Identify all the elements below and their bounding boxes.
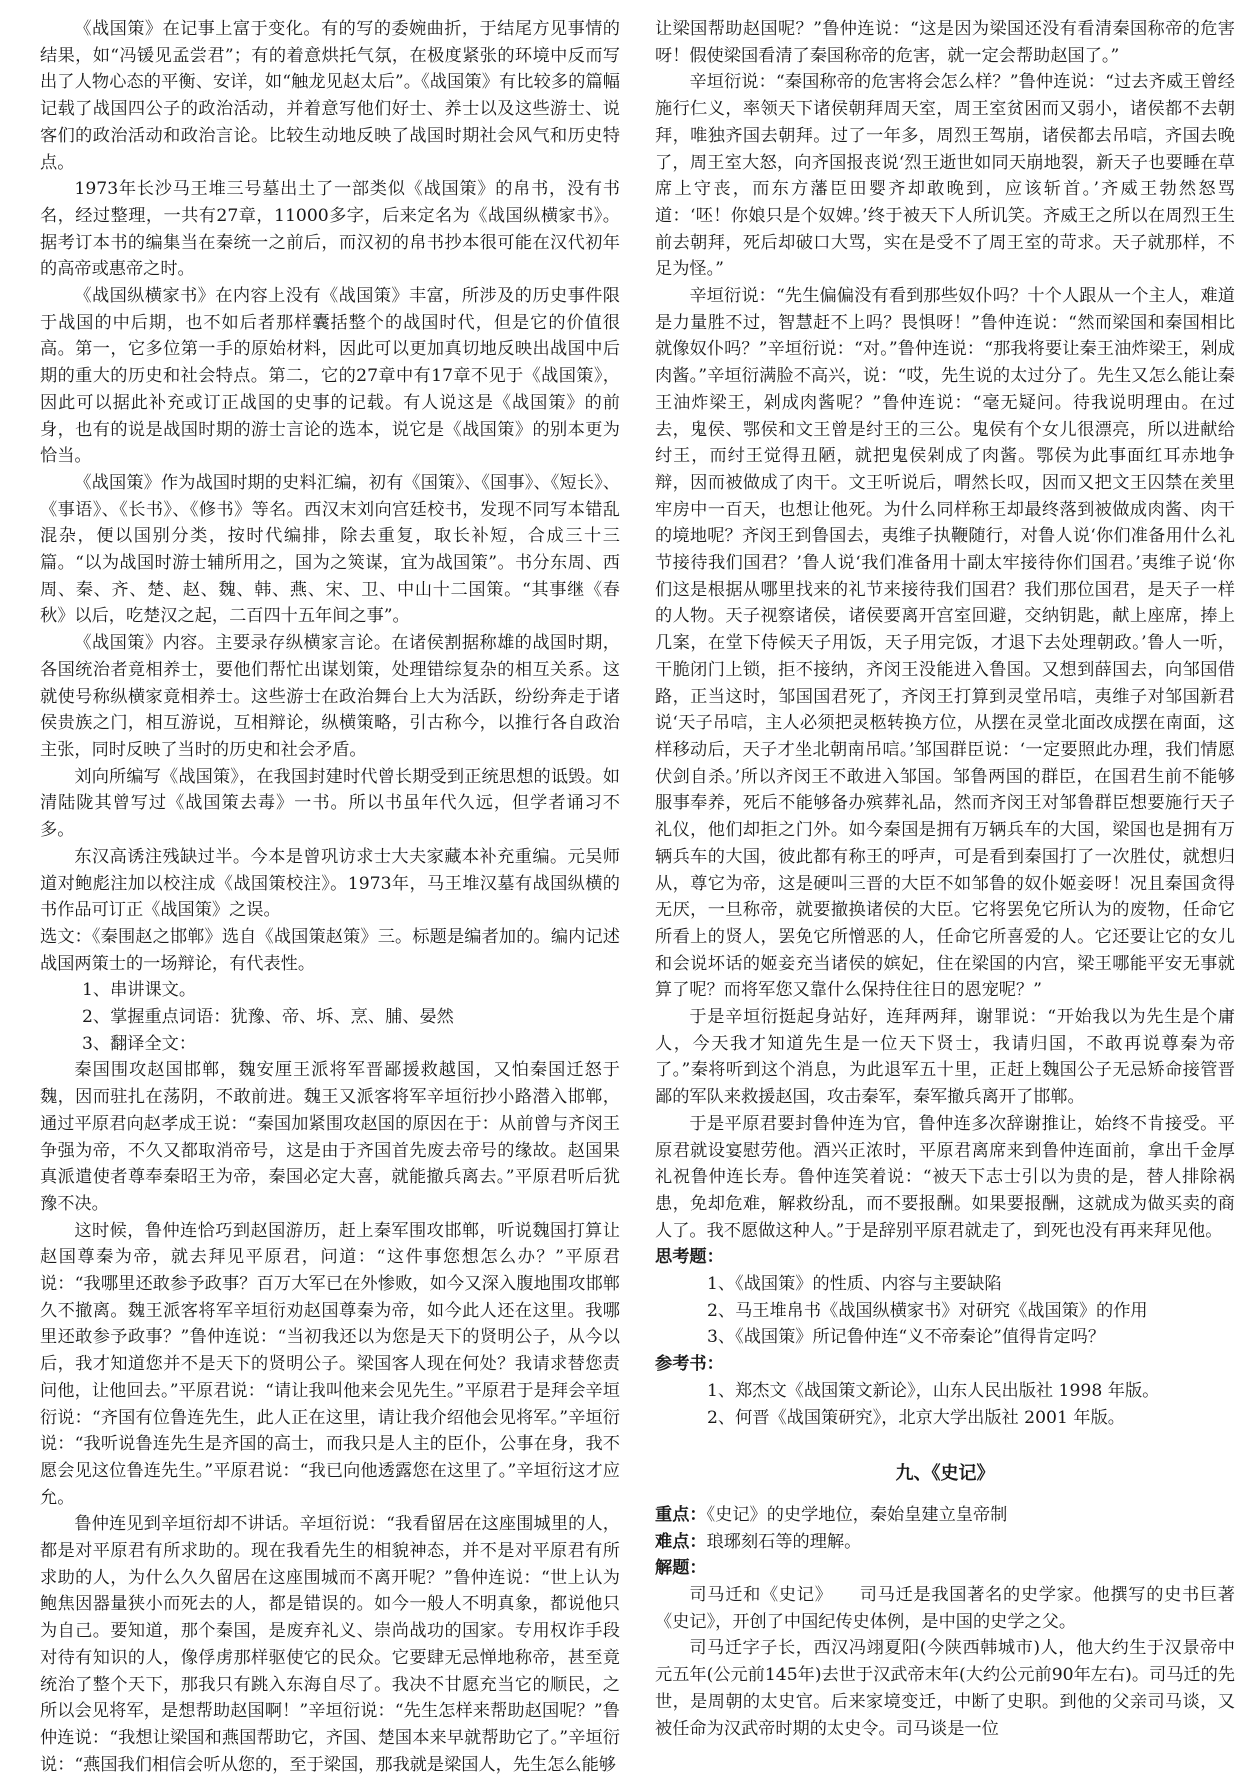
paragraph: 司马迁字子长，西汉冯翊夏阳(今陕西韩城市)人，他大约生于汉景帝中元五年(公元前145年)去世于汉武帝末年(大约公元前90年左右)。司马迁的先世，是周朝的太史官。后来家境变迁，中断了史职。到他的父亲司马谈，又被任命为汉武帝时期的太史令。司马谈是一位 [655, 1638, 1235, 1739]
list-item: 2、掌握重点词语：犹豫、帝、坼、烹、脯、晏然 [82, 1007, 454, 1028]
paragraph: 《战国策》在记事上富于变化。有的写的委婉曲折，于结尾方见事情的结果，如“冯锾见孟尝君”；有的着意烘托气氛，在极度紧张的环境中反而写出了人物心态的平衡、安详，如“触龙见赵太后”。《战国策》有比较多的篇幅记载了战国四公子的政治活动，并着意写他们好士、养士以及这些游士、说客们的政治活动和政治言论。比较生动地反映了战国时期社会风气和历史特点。 [40, 19, 620, 173]
paragraph: 于是平原君要封鲁仲连为官，鲁仲连多次辞谢推让，始终不肯接受。平原君就设宴慰劳他。酒兴正浓时，平原君离席来到鲁仲连面前，拿出千金厚礼祝鲁仲连长寿。鲁仲连笑着说：“被天下志士引以为贵的是，替人排除祸患，免却危难，解救纷乱，而不要报酬。如果要报酬，这就成为做买卖的商人了。我不愿做这种人。”于是辞别平原君就走了，到死也没有再来拜见他。 [655, 1113, 1235, 1241]
paragraph: 刘向所编写《战国策》，在我国封建时代曾长期受到正统思想的诋毁。如清陆陇其曾写过《战国策去毒》一书。所以书虽年代久远，但学者诵习不多。 [40, 766, 620, 841]
list-item: 2、马王堆帛书《战国纵横家书》对研究《战国策》的作用 [707, 1300, 1148, 1321]
list-item: 1、郑杰文《战国策文新论》，山东人民出版社 1998 年版。 [707, 1380, 1160, 1401]
section-label: 参考书： [655, 1354, 724, 1375]
list-item: 1、《战国策》的性质、内容与主要缺陷 [707, 1274, 1002, 1295]
paragraph: 《战国纵横家书》在内容上没有《战国策》丰富，所涉及的历史事件限于战国的中后期，也不如后者那样囊括整个的战国时代，但是它的价值很高。第一，它多位第一手的原始材料，因此可以更加真切地反映出战国中后期的重大的历史和社会特点。第二，它的27章中有17章不见于《战国策》，因此可以据此补充或订正战国的史事的记载。有人说这是《战国策》的前身，也有的说是战国时期的游士言论的选本，说它是《战国策》的别本更为恰当。 [40, 286, 620, 467]
section-label: 难点： [655, 1531, 707, 1552]
paragraph: 辛垣衍说：“秦国称帝的危害将会怎么样？”鲁仲连说：“过去齐威王曾经施行仁义，率领天下诸侯朝拜周天室，周王室贫困而又弱小，诸侯都不去朝拜，唯独齐国去朝拜。过了一年多，周烈王驾崩，诸侯都去吊唁，齐国去晚了，周王室大怒，向齐国报丧说‘烈王逝世如同天崩地裂，新天子也要睡在草席上守丧，而东方藩臣田婴齐却敢晚到，应该斩首。’齐威王勃然怒骂道：‘呸！你娘只是个奴婢。’终于被天下人所讥笑。齐威王之所以在周烈王生前去朝拜，死后却破口大骂，实在是受不了周王室的苛求。天子就那样，不足为怪。” [655, 72, 1235, 280]
paragraph: 《战国策》内容。主要录存纵横家言论。在诸侯割据称雄的战国时期，各国统治者竟相养士，要他们帮忙出谋划策，处理错综复杂的相互关系。这就使号称纵横家竟相养士。这些游士在政治舞台上大为活跃，纷纷奔走于诸侯贵族之门，相互游说，互相辩论，纵横策略，引古称今，以推行各自政治主张，同时反映了当时的历史和社会矛盾。 [40, 633, 620, 760]
list-item: 1、串讲课文。 [82, 980, 197, 1001]
paragraph: 司马迁和《史记》 司马迁是我国著名的史学家。他撰写的史书巨著《史记》，开创了中国纪传史体例，是中国的史学之父。 [655, 1585, 1235, 1632]
list-item: 2、何晋《战国策研究》，北京大学出版社 2001 年版。 [707, 1407, 1125, 1428]
section-label: 重点： [655, 1504, 707, 1525]
left-column [40, 16, 620, 1775]
paragraph: 辛垣衍说：“先生偏偏没有看到那些奴仆吗？十个人跟从一个主人，难道是力量胜不过，智慧赶不上吗？畏惧呀！”鲁仲连说：“然而梁国和秦国相比就像奴仆吗？”辛垣衍说：“对。”鲁仲连说：“那我将要让秦王油炸梁王，剁成肉酱。”辛垣衍满脸不高兴，说：“哎，先生说的太过分了。先生又怎么能让秦王油炸梁王，剁成肉酱呢？”鲁仲连说：“毫无疑问。待我说明理由。在过去，鬼侯、鄂侯和文王曾是纣王的三公。鬼侯有个女儿很漂亮，所以进献给纣王，而纣王觉得丑陋，就把鬼侯剁成了肉酱。鄂侯为此事面红耳赤地争辩，因而被做成了肉干。文王听说后，喟然长叹，因而又把文王囚禁在羑里牢房中一百天，也想让他死。为什么同样称王却最终落到被做成肉酱、肉干的境地呢？齐闵王到鲁国去，夷维子执鞭随行，对鲁人说‘你们准备用什么礼节接待我们国君？’鲁人说‘我们准备用十副太牢接待你们国君。’夷维子说‘你们这是根据从哪里找来的礼节来接待我们国君？我们那位国君，是天子一样的人物。天子视察诸侯，诸侯要离开宫室回避，交纳钥匙，献上座席，捧上几案，在堂下侍候天子用饭，天子用完饭，才退下去处理朝政。’鲁人一听，干脆闭门上锁，拒不接纳，齐闵王没能进入鲁国。又想到薛国去，向邹国借路，正当这时，邹国国君死了，齐闵王打算到灵堂吊唁，夷维子对邹国新君说‘天子吊唁，主人必须把灵柩转换方位，从摆在灵堂北面改成摆在南面，这样移动后，天子才坐北朝南吊唁。’邹国群臣说：‘一定要照此办理，我们情愿伏剑自杀。’所以齐闵王不敢进入邹国。邹鲁两国的群臣，在国君生前不能够服事奉养，死后不能够备办殡葬礼品，然而齐闵王对邹鲁群臣想要施行天子礼仪，他们却拒之门外。如今秦国是拥有万辆兵车的大国，梁国也是拥有万辆兵车的大国，彼此都有称王的呼声，可是看到秦国打了一次胜仗，就想归从，尊它为帝，这是硬叫三晋的大臣不如邹鲁的奴仆姬妾呀！况且秦国贪得无厌，一旦称帝，就要撤换诸侯的大臣。它将罢免它所认为的废物，任命它所看上的贤人，罢免它所憎恶的人，任命它所喜爱的人。它还要让它的女儿和会说坏话的姬妾充当诸侯的嫔妃，住在梁国的内宫，梁王哪能平安无事就算了呢？而将军您又靠什么保持住往日的恩宠呢？” [655, 286, 1235, 1001]
paragraph: 选文：《秦围赵之邯郸》选自《战国策赵策》三。标题是编者加的。编内记述战国两策士的一场辩论，有代表性。 [40, 926, 620, 974]
labeled-line [655, 1529, 1235, 1556]
labeled-line [655, 1502, 1235, 1529]
paragraph: 《战国策》作为战国时期的史料汇编，初有《国策》、《国事》、《短长》、《事语》、《长书》、《修书》等名。西汉末刘向宫廷校书，发现不同写本错乱混杂，便以国别分类，按时代编排，除去重复，取长补短，合成三十三篇。“以为战国时游士辅所用之，国为之筴谋，宜为战国策”。书分东周、西周、秦、齐、楚、赵、魏、韩、燕、宋、卫、中山十二国策。“其事继《春秋》以后，吃楚汉之起，二百四十五年间之事”。 [40, 472, 620, 627]
label-text: 《史记》的史学地位，秦始皇建立皇帝制 [706, 1504, 1008, 1525]
list-item: 3、翻译全文： [82, 1033, 197, 1054]
paragraph: 这时候，鲁仲连恰巧到赵国游历，赶上秦军围攻邯郸，听说魏国打算让赵国尊秦为帝，就去拜见平原君，问道：“这件事您想怎么办？”平原君说：“我哪里还敢参予政事？百万大军已在外惨败，如今又深入腹地围攻邯郸久不撤离。魏王派客将军辛垣衍劝赵国尊秦为帝，如今此人还在这里。我哪里还敢参予政事？”鲁仲连说：“当初我还以为您是天下的贤明公子，从今以后，我才知道您并不是天下的贤明公子。梁国客人现在何处？我请求替您责问他，让他回去。”平原君说：“请让我叫他来会见先生。”平原君于是拜会辛垣衍说：“齐国有位鲁连先生，此人正在这里，请让我介绍他会见将军。”辛垣衍说：“我听说鲁连先生是齐国的高士，而我只是人主的臣仆，公事在身，我不愿会见这位鲁连先生。”平原君说：“我已向他透露您在这里了。”辛垣衍这才应允。 [40, 1220, 620, 1508]
section-label: 思考题： [655, 1247, 724, 1268]
right-column [655, 16, 1235, 1746]
paragraph: 于是辛垣衍挺起身站好，连拜两拜，谢罪说：“开始我以为先生是个庸人，今天我才知道先生是一位天下贤士，我请归国，不敢再说尊秦为帝了。”秦将听到这个消息，为此退军五十里，正赶上魏国公子无忌矫命接管晋鄙的军队来救援赵国，攻击秦军，秦军撤兵离开了邯郸。 [655, 1007, 1235, 1108]
paragraph: 鲁仲连见到辛垣衍却不讲话。辛垣衍说：“我看留居在这座围城里的人，都是对平原君有所求助的。现在我看先生的相貌神态，并不是对平原君有所求助的人，为什么久久留居在这座围城而不离开呢？”鲁仲连说：“世上认为鲍焦因器量狭小而死去的人，都是错误的。如今一般人不明真象，都说他只为自己。要知道，那个秦国，是废弃礼义、崇尚战功的国家。专用权诈手段对待有知识的人，像俘虏那样驱使它的民众。它要肆无忌惮地称帝，甚至竟统治了整个天下，那我只有跳入东海自尽了。我决不甘愿充当它的顺民，之所以会见将军，是想帮助赵国啊！”辛垣衍说：“先生怎样来帮助赵国呢？”鲁仲连说：“我想让梁国和燕国帮助它，齐国、楚国本来早就帮助它了。”辛垣衍说：“燕国我们相信会听从您的，至于梁国，那我就是梁国人，先生怎么能够 [40, 1514, 620, 1775]
label-text: 琅琊刻石等的理解。 [706, 1531, 862, 1552]
section-label: 解题： [655, 1558, 707, 1579]
paragraph: 让梁国帮助赵国呢？”鲁仲连说：“这是因为梁国还没有看清秦国称帝的危害呀！假使梁国看清了秦国称帝的危害，就一定会帮助赵国了。” [655, 19, 1235, 66]
paragraph: 东汉高诱注残缺过半。今本是曾巩访求士大夫家藏本补充重编。元吴师道对鲍彪注加以校注成《战国策校注》。1973年，马王堆汉墓有战国纵横的书作品可订正《战国策》之误。 [40, 846, 620, 921]
paragraph: 秦国围攻赵国邯郸，魏安厘王派将军晋鄙援救越国，又怕秦国迁怒于魏，因而驻扎在荡阴，不敢前进。魏王又派客将军辛垣衍抄小路潜入邯郸，通过平原君向赵孝成王说：“秦国加紧围攻赵国的原因在于：从前曾与齐闵王争强为帝，不久又都取消帝号，这是由于齐国首先废去帝号的缘故。赵国果真派遣使者尊奉秦昭王为帝，秦国必定大喜，就能撤兵离去。”平原君听后犹豫不决。 [40, 1060, 620, 1214]
chapter-heading: 九、《史记》 [895, 1463, 995, 1485]
paragraph: 1973年长沙马王堆三号墓出土了一部类似《战国策》的帛书，没有书名，经过整理，一共有27章，11000多字，后来定名为《战国纵横家书》。据考订本书的编集当在秦统一之前后，而汉初的帛书抄本很可能在汉代初年的高帝或惠帝之时。 [40, 179, 620, 280]
list-item: 3、《战国策》所记鲁仲连“义不帝秦论”值得肯定吗？ [707, 1327, 1106, 1348]
